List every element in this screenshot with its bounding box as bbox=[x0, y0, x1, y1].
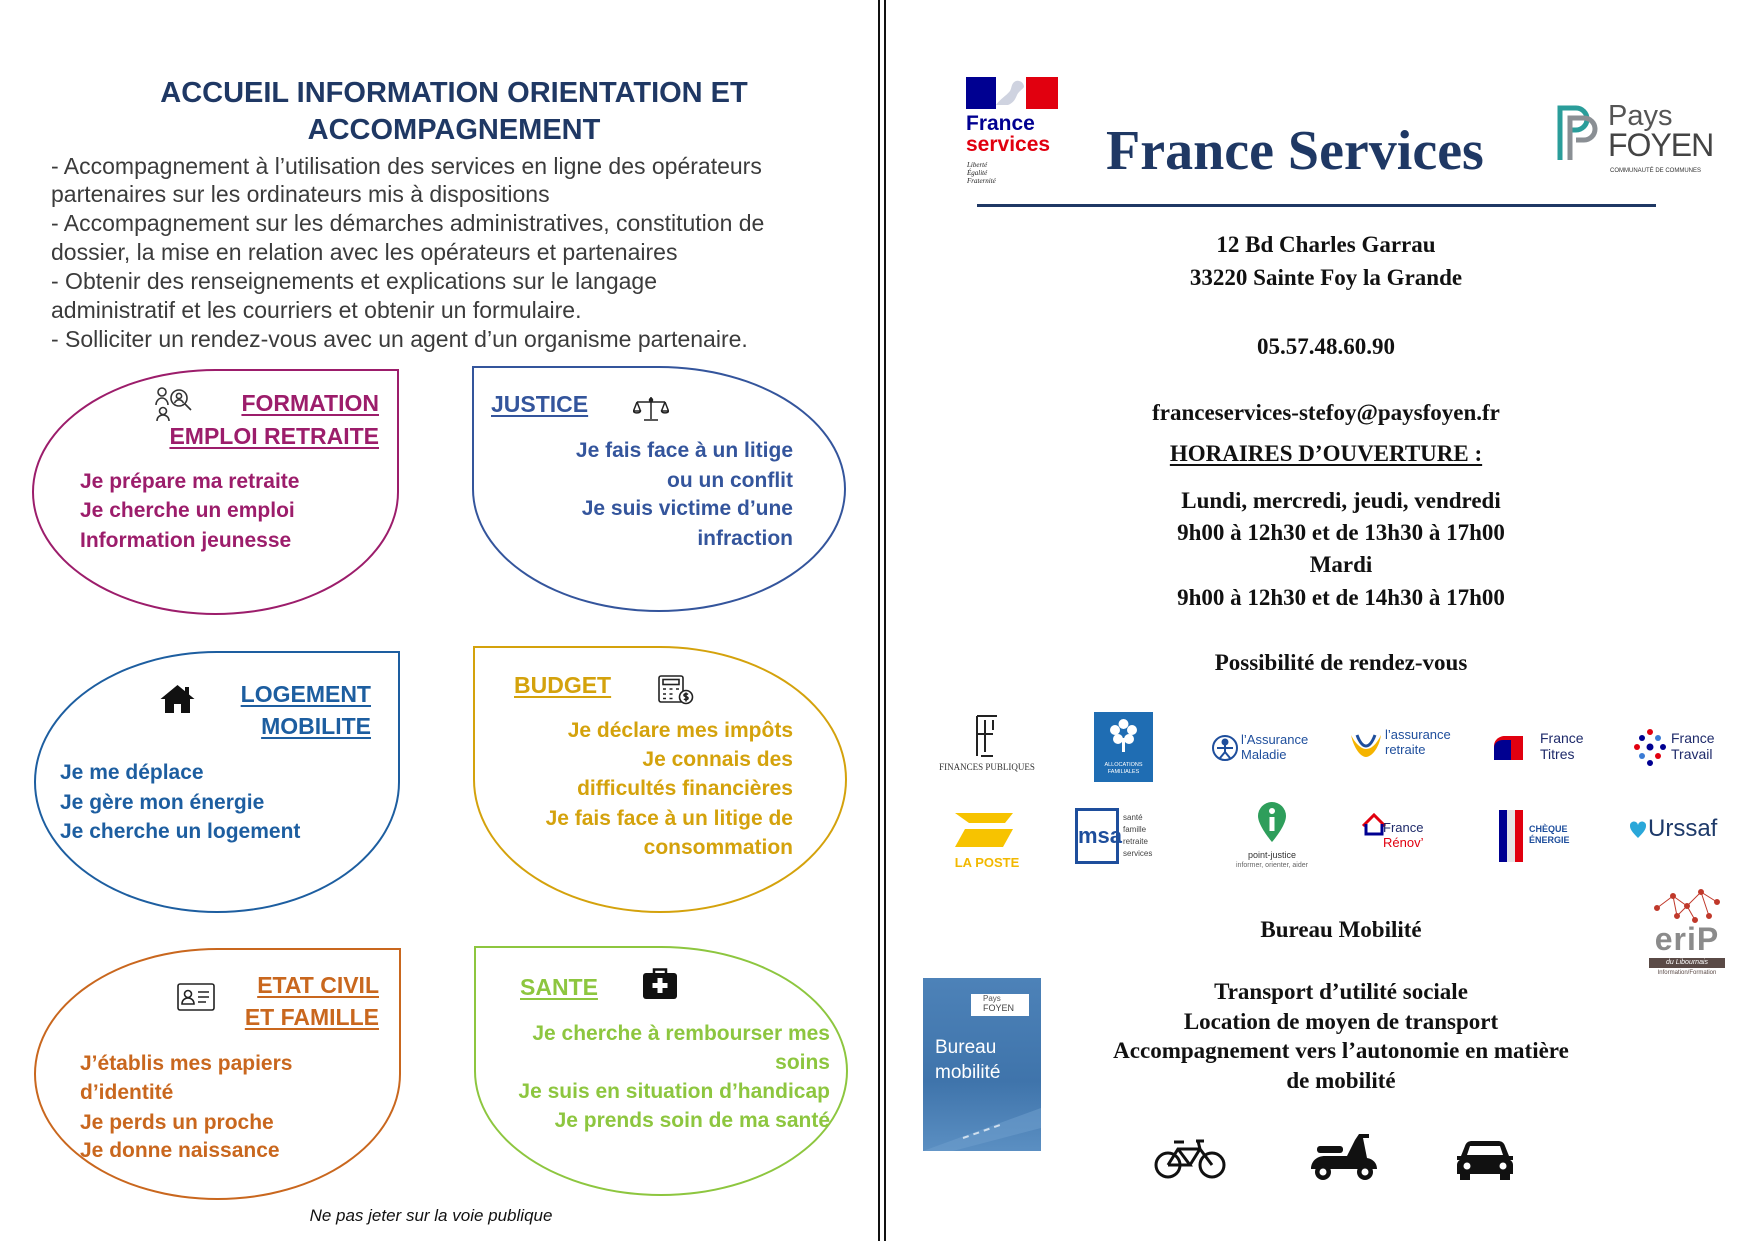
page-title-line-2: ACCOMPAGNEMENT bbox=[307, 114, 601, 146]
budget-line: consommation bbox=[643, 836, 793, 859]
bicycle-icon bbox=[1154, 1137, 1226, 1179]
france-travail-label-1: France bbox=[1671, 730, 1715, 746]
justice-line: Je suis victime d’une bbox=[581, 497, 793, 520]
etat-civil-line: Je donne naissance bbox=[80, 1139, 280, 1162]
pays-foyen-p-icon bbox=[1556, 104, 1600, 162]
france-titres-label-1: France bbox=[1540, 730, 1584, 746]
fold-line-left bbox=[878, 0, 880, 1241]
footer-note: Ne pas jeter sur la voie publique bbox=[309, 1206, 553, 1225]
msa-line: famille bbox=[1123, 825, 1147, 834]
logement-line: Je gère mon énergie bbox=[60, 791, 265, 814]
card-label-2: mobilité bbox=[935, 1062, 1001, 1083]
formation-line: Je cherche un emploi bbox=[80, 499, 295, 522]
assurance-retraite-label-1: l’assurance bbox=[1385, 727, 1451, 742]
bureau-mobilite-card bbox=[923, 978, 1041, 1151]
budget-line: Je fais face à un litige de bbox=[545, 807, 793, 830]
balance-scale-icon bbox=[633, 395, 669, 422]
logo-france-titres bbox=[1492, 728, 1586, 772]
etat-civil-title-2: ET FAMILLE bbox=[244, 1004, 379, 1030]
france-travail-dots-icon bbox=[1633, 728, 1667, 768]
justice-line: infraction bbox=[697, 527, 793, 550]
msa-line: retraite bbox=[1123, 837, 1148, 846]
france-renov-label-2: Rénov’ bbox=[1383, 835, 1424, 850]
marianne-flag-icon bbox=[966, 77, 1058, 109]
calculator-icon bbox=[658, 675, 694, 705]
justice-line: ou un conflit bbox=[667, 469, 793, 492]
logo-cheque-energie bbox=[1497, 808, 1577, 864]
main-title: France Services bbox=[1106, 120, 1484, 182]
urssaf-heart-icon bbox=[1630, 821, 1646, 839]
france-titres-label-2: Titres bbox=[1540, 746, 1575, 762]
card-label-1: Bureau bbox=[935, 1037, 997, 1058]
finances-publiques-emblem-icon bbox=[973, 714, 1001, 758]
card-logo-line-1: Pays bbox=[983, 994, 1001, 1003]
motto-egalite: Égalité bbox=[967, 169, 988, 177]
fold-line-right bbox=[884, 0, 886, 1241]
assurance-retraite-label-2: retraite bbox=[1385, 742, 1426, 757]
france-travail-label-2: Travail bbox=[1671, 746, 1713, 762]
pays-foyen-line-2: FOYEN bbox=[1608, 127, 1714, 163]
motto-fraternite: Fraternité bbox=[967, 177, 996, 185]
msa-line: services bbox=[1123, 849, 1153, 858]
france-titres-icon bbox=[1492, 734, 1536, 762]
logo-assurance-maladie bbox=[1211, 730, 1315, 766]
budget-title: BUDGET bbox=[514, 672, 612, 698]
logo-point-justice bbox=[1232, 800, 1312, 876]
cheque-energie-label-1: CHÈQUE bbox=[1529, 824, 1568, 834]
logo-msa bbox=[1075, 808, 1175, 868]
phone-number: 05.57.48.60.90 bbox=[1257, 334, 1395, 359]
point-justice-icon bbox=[1256, 800, 1288, 844]
cheque-energie-label-2: ÉNERGIE bbox=[1529, 835, 1570, 845]
france-services-logo-line-2: services bbox=[966, 133, 1051, 156]
assurance-maladie-icon bbox=[1211, 734, 1239, 762]
logement-title-1: LOGEMENT bbox=[240, 681, 371, 707]
msa-mark: msa bbox=[1075, 808, 1119, 864]
mobility-heading: Bureau Mobilité bbox=[1260, 917, 1422, 942]
sante-line: Je cherche à rembourser mes bbox=[532, 1022, 830, 1045]
etat-civil-line: d’identité bbox=[80, 1081, 174, 1104]
budget-line: Je déclare mes impôts bbox=[567, 719, 793, 742]
caf-tree-icon bbox=[1108, 718, 1139, 752]
pays-foyen-logo bbox=[1556, 100, 1714, 178]
assurance-retraite-icon bbox=[1349, 731, 1383, 759]
pays-foyen-subtitle: COMMUNAUTÉ DE COMMUNES bbox=[1610, 168, 1701, 174]
service-line: partenaires sur les ordinateurs mis à dispositions bbox=[51, 181, 550, 207]
motto-liberte: Liberté bbox=[967, 161, 988, 169]
la-poste-label: LA POSTE bbox=[954, 855, 1020, 870]
logement-line: Je me déplace bbox=[60, 761, 204, 784]
assurance-maladie-label-1: l’Assurance bbox=[1241, 732, 1309, 747]
hours-line: Mardi bbox=[1309, 552, 1373, 577]
page-title-line-1: ACCUEIL INFORMATION ORIENTATION ET bbox=[160, 77, 748, 109]
appointment-note: Possibilité de rendez-vous bbox=[1214, 650, 1468, 675]
logo-la-poste bbox=[947, 807, 1027, 873]
sante-line: soins bbox=[775, 1051, 830, 1074]
la-poste-bird-icon bbox=[951, 807, 1023, 849]
sante-line: Je prends soin de ma santé bbox=[554, 1109, 830, 1132]
formation-title-1: FORMATION bbox=[241, 390, 379, 416]
sante-line: Je suis en situation d’handicap bbox=[518, 1080, 830, 1103]
hours-line: 9h00 à 12h30 et de 14h30 à 17h00 bbox=[1177, 585, 1505, 610]
point-justice-label: point-justice bbox=[1247, 850, 1297, 860]
logo-urssaf bbox=[1630, 815, 1720, 855]
logo-assurance-retraite bbox=[1349, 727, 1453, 771]
erip-sub: du Libournais bbox=[1649, 958, 1725, 968]
hours-line: 9h00 à 12h30 et de 13h30 à 17h00 bbox=[1177, 520, 1505, 545]
pays-foyen-line-1: Pays bbox=[1608, 100, 1673, 132]
mobility-line: Transport d’utilité sociale bbox=[1214, 979, 1468, 1004]
france-services-logo bbox=[964, 77, 1060, 187]
assurance-maladie-label-2: Maladie bbox=[1241, 747, 1287, 762]
budget-line: difficultés financières bbox=[577, 777, 793, 800]
scooter-icon bbox=[1307, 1132, 1379, 1182]
erip-tagline: Information/Formation bbox=[1657, 970, 1717, 976]
etat-civil-title-1: ETAT CIVIL bbox=[257, 972, 379, 998]
car-icon bbox=[1455, 1140, 1515, 1180]
justice-line: Je fais face à un litige bbox=[575, 439, 793, 462]
formation-title-2: EMPLOI RETRAITE bbox=[169, 423, 379, 449]
erip-network-icon bbox=[1651, 888, 1723, 924]
mobility-line: Location de moyen de transport bbox=[1183, 1009, 1499, 1034]
etat-civil-line: J’établis mes papiers bbox=[80, 1052, 293, 1075]
cheque-energie-icon bbox=[1497, 808, 1527, 864]
service-line: - Accompagnement à l’utilisation des services en ligne des opérateurs bbox=[51, 153, 762, 179]
france-services-logo-line-1: France bbox=[966, 112, 1035, 135]
logo-france-renov bbox=[1361, 812, 1439, 862]
finances-publiques-label: FINANCES PUBLIQUES bbox=[939, 762, 1035, 772]
mobility-line: Accompagnement vers l’autonomie en matière bbox=[1113, 1038, 1569, 1063]
hours-heading: HORAIRES D’OUVERTURE : bbox=[1169, 441, 1483, 466]
service-line: administratif et les courriers et obtenir un formulaire. bbox=[51, 297, 582, 323]
sante-title: SANTE bbox=[520, 974, 598, 1000]
service-line: dossier, la mise en relation avec les opérateurs et partenaires bbox=[51, 239, 678, 265]
justice-title: JUSTICE bbox=[491, 391, 589, 417]
logo-finances-publiques bbox=[939, 714, 1035, 782]
card-road-decoration bbox=[923, 1098, 1041, 1151]
etat-civil-line: Je perds un proche bbox=[80, 1111, 274, 1134]
hours-line: Lundi, mercredi, jeudi, vendredi bbox=[1181, 488, 1501, 513]
service-line: - Solliciter un rendez-vous avec un agent d’un organisme partenaire. bbox=[51, 326, 748, 352]
logo-france-travail bbox=[1633, 724, 1719, 772]
service-line: - Obtenir des renseignements et explications sur le langage bbox=[51, 268, 658, 294]
logo-erip bbox=[1647, 888, 1727, 978]
point-justice-tagline: informer, orienter, aider bbox=[1236, 862, 1308, 869]
address-line-2: 33220 Sainte Foy la Grande bbox=[1189, 265, 1463, 290]
email-address: franceservices-stefoy@paysfoyen.fr bbox=[1152, 400, 1500, 425]
budget-line: Je connais des bbox=[642, 748, 793, 771]
title-rule bbox=[977, 204, 1656, 207]
mobility-line: de mobilité bbox=[1286, 1068, 1396, 1093]
caf-label-2: FAMILIALES bbox=[1107, 769, 1140, 775]
service-line: - Accompagnement sur les démarches administratives, constitution de bbox=[51, 210, 765, 236]
formation-line: Information jeunesse bbox=[80, 529, 292, 552]
logement-line: Je cherche un logement bbox=[60, 820, 301, 843]
formation-line: Je prépare ma retraite bbox=[80, 470, 300, 493]
logement-title-2: MOBILITE bbox=[261, 713, 371, 739]
urssaf-label: Urssaf bbox=[1648, 815, 1718, 842]
france-renov-label-1: France bbox=[1383, 820, 1424, 835]
msa-line: santé bbox=[1123, 813, 1143, 822]
caf-label-1: ALLOCATIONS bbox=[1104, 762, 1143, 768]
card-logo-line-2: FOYEN bbox=[983, 1003, 1015, 1013]
erip-label: eriP bbox=[1654, 921, 1720, 957]
address-line-1: 12 Bd Charles Garrau bbox=[1216, 232, 1436, 257]
logo-allocations-familiales bbox=[1094, 712, 1153, 782]
medical-kit-icon bbox=[642, 967, 678, 1000]
